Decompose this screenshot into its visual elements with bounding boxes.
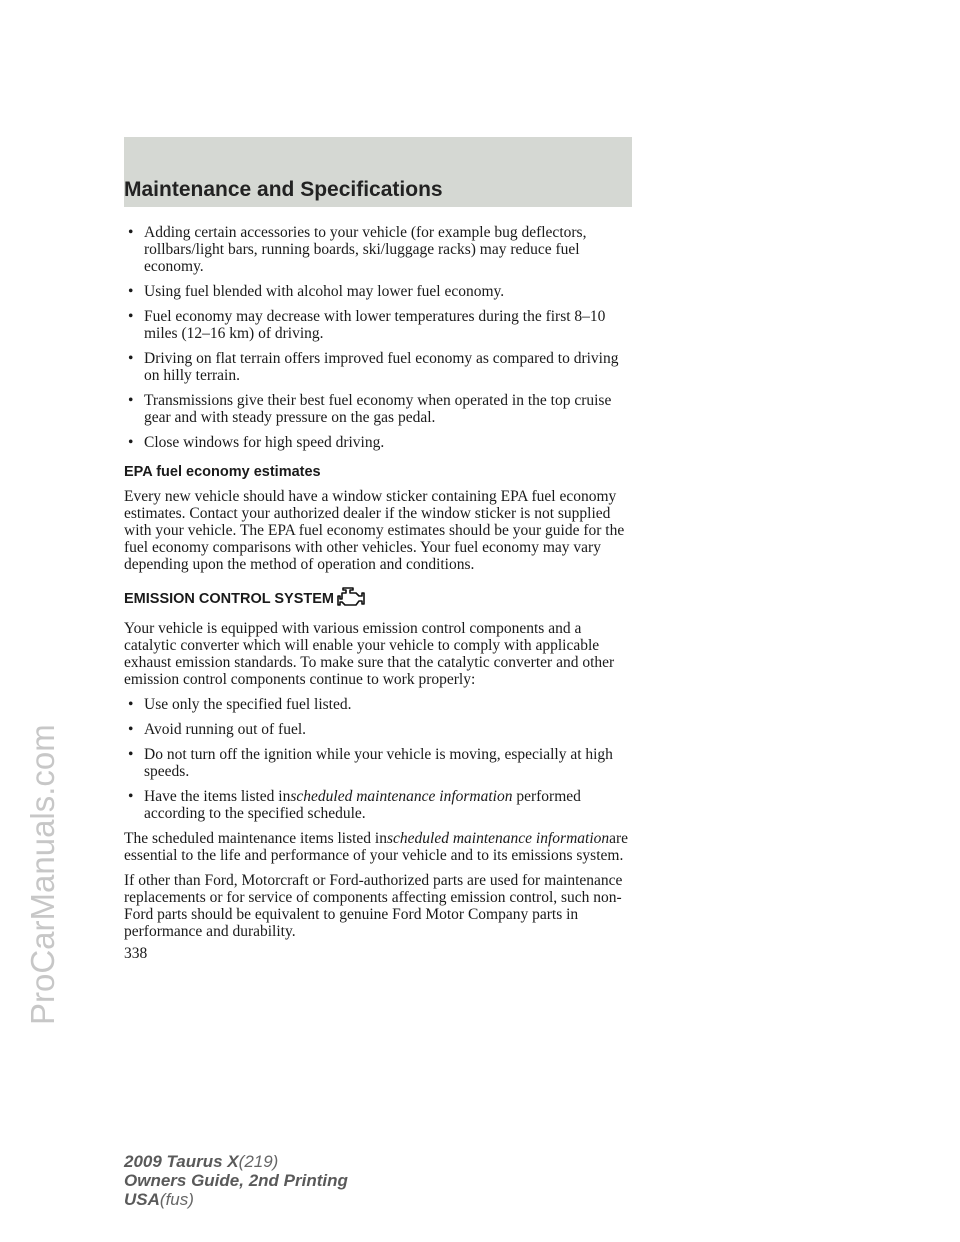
page-content: [124, 224, 636, 948]
list-item: • Transmissions give their best fuel economy when operated in the top cruise gear and with steady pressure on the gas pedal.: [124, 392, 636, 426]
emission-intro: Your vehicle is equipped with various emission control components and a catalytic converter which will enable your vehicle to comply with applicable exhaust emission standards. To make sure that the catalytic converter and other emission control components continue to work properly:: [124, 620, 615, 688]
footer-market: USA: [124, 1190, 160, 1209]
list-item: • Fuel economy may decrease with lower temperatures during the first 8–10 miles (12–16 km) of driving.: [124, 308, 636, 342]
footer-guide: Owners Guide, 2nd Printing: [124, 1171, 348, 1190]
footer-line-guide: [124, 1171, 348, 1190]
page-number: 338: [124, 945, 148, 962]
footer-model: 2009 Taurus X: [124, 1152, 239, 1171]
section-title: Maintenance and Specifications: [124, 178, 443, 201]
epa-heading-text: EPA fuel economy estimates: [124, 464, 321, 480]
emission-heading-text: EMISSION CONTROL SYSTEM: [124, 591, 335, 607]
list-item: • Avoid running out of fuel.: [124, 721, 636, 738]
list-item: • Use only the specified fuel listed.: [124, 696, 636, 713]
scheduled-maintenance-reference: scheduled maintenance information: [387, 830, 610, 847]
maintenance-paragraph: [124, 830, 636, 864]
list-item: • Driving on flat terrain offers improved fuel economy as compared to driving on hilly terrain.: [124, 350, 636, 384]
parts-paragraph: If other than Ford, Motorcraft or Ford-authorized parts are used for maintenance replacements or for service of components affecting emission control, such non-Ford parts should be equivalent to genuine Ford Motor Company parts in performance and durability.: [124, 872, 623, 940]
epa-paragraph: Every new vehicle should have a window sticker containing EPA fuel economy estimates. Contact your authorized dealer if the window sticker is not supplied with your vehicle. The EPA fuel economy estimates should be your guide for the fuel economy comparisons with other vehicles. Your fuel economy may vary depending upon the method of operation and conditions.: [124, 488, 625, 573]
watermark: [6, 310, 76, 1030]
fuel-economy-tips: [124, 224, 636, 451]
emission-tips: [124, 696, 636, 822]
footer-line-model: [124, 1152, 348, 1171]
engine-icon: [336, 586, 368, 613]
paragraph-text-pre: The scheduled maintenance items listed in: [124, 830, 387, 847]
paragraph-text-post: are essential to the life and performance of your vehicle and to its emissions system.: [124, 830, 629, 864]
bullet-text-pre: Have the items listed in: [144, 788, 291, 805]
list-item: • Do not turn off the ignition while your vehicle is moving, especially at high speeds.: [124, 746, 636, 780]
bullet-text-post: performed according to the specified schedule.: [144, 788, 581, 822]
print-footer: [124, 1152, 348, 1209]
watermark-text: ProCarManuals.com: [24, 724, 61, 1025]
footer-model-code: (219): [238, 1152, 279, 1171]
list-item: [124, 788, 636, 822]
list-item: • Close windows for high speed driving.: [124, 434, 636, 451]
scheduled-maintenance-reference: scheduled maintenance information: [290, 788, 513, 805]
list-item: • Using fuel blended with alcohol may lower fuel economy.: [124, 283, 636, 300]
epa-heading: [124, 464, 636, 481]
footer-line-market: [124, 1190, 348, 1209]
list-item: • Adding certain accessories to your vehicle (for example bug deflectors, rollbars/light bars, running boards, ski/luggage racks) may reduce fuel economy.: [124, 224, 636, 275]
emission-heading: [124, 586, 636, 613]
footer-market-code: (fus): [159, 1190, 194, 1209]
